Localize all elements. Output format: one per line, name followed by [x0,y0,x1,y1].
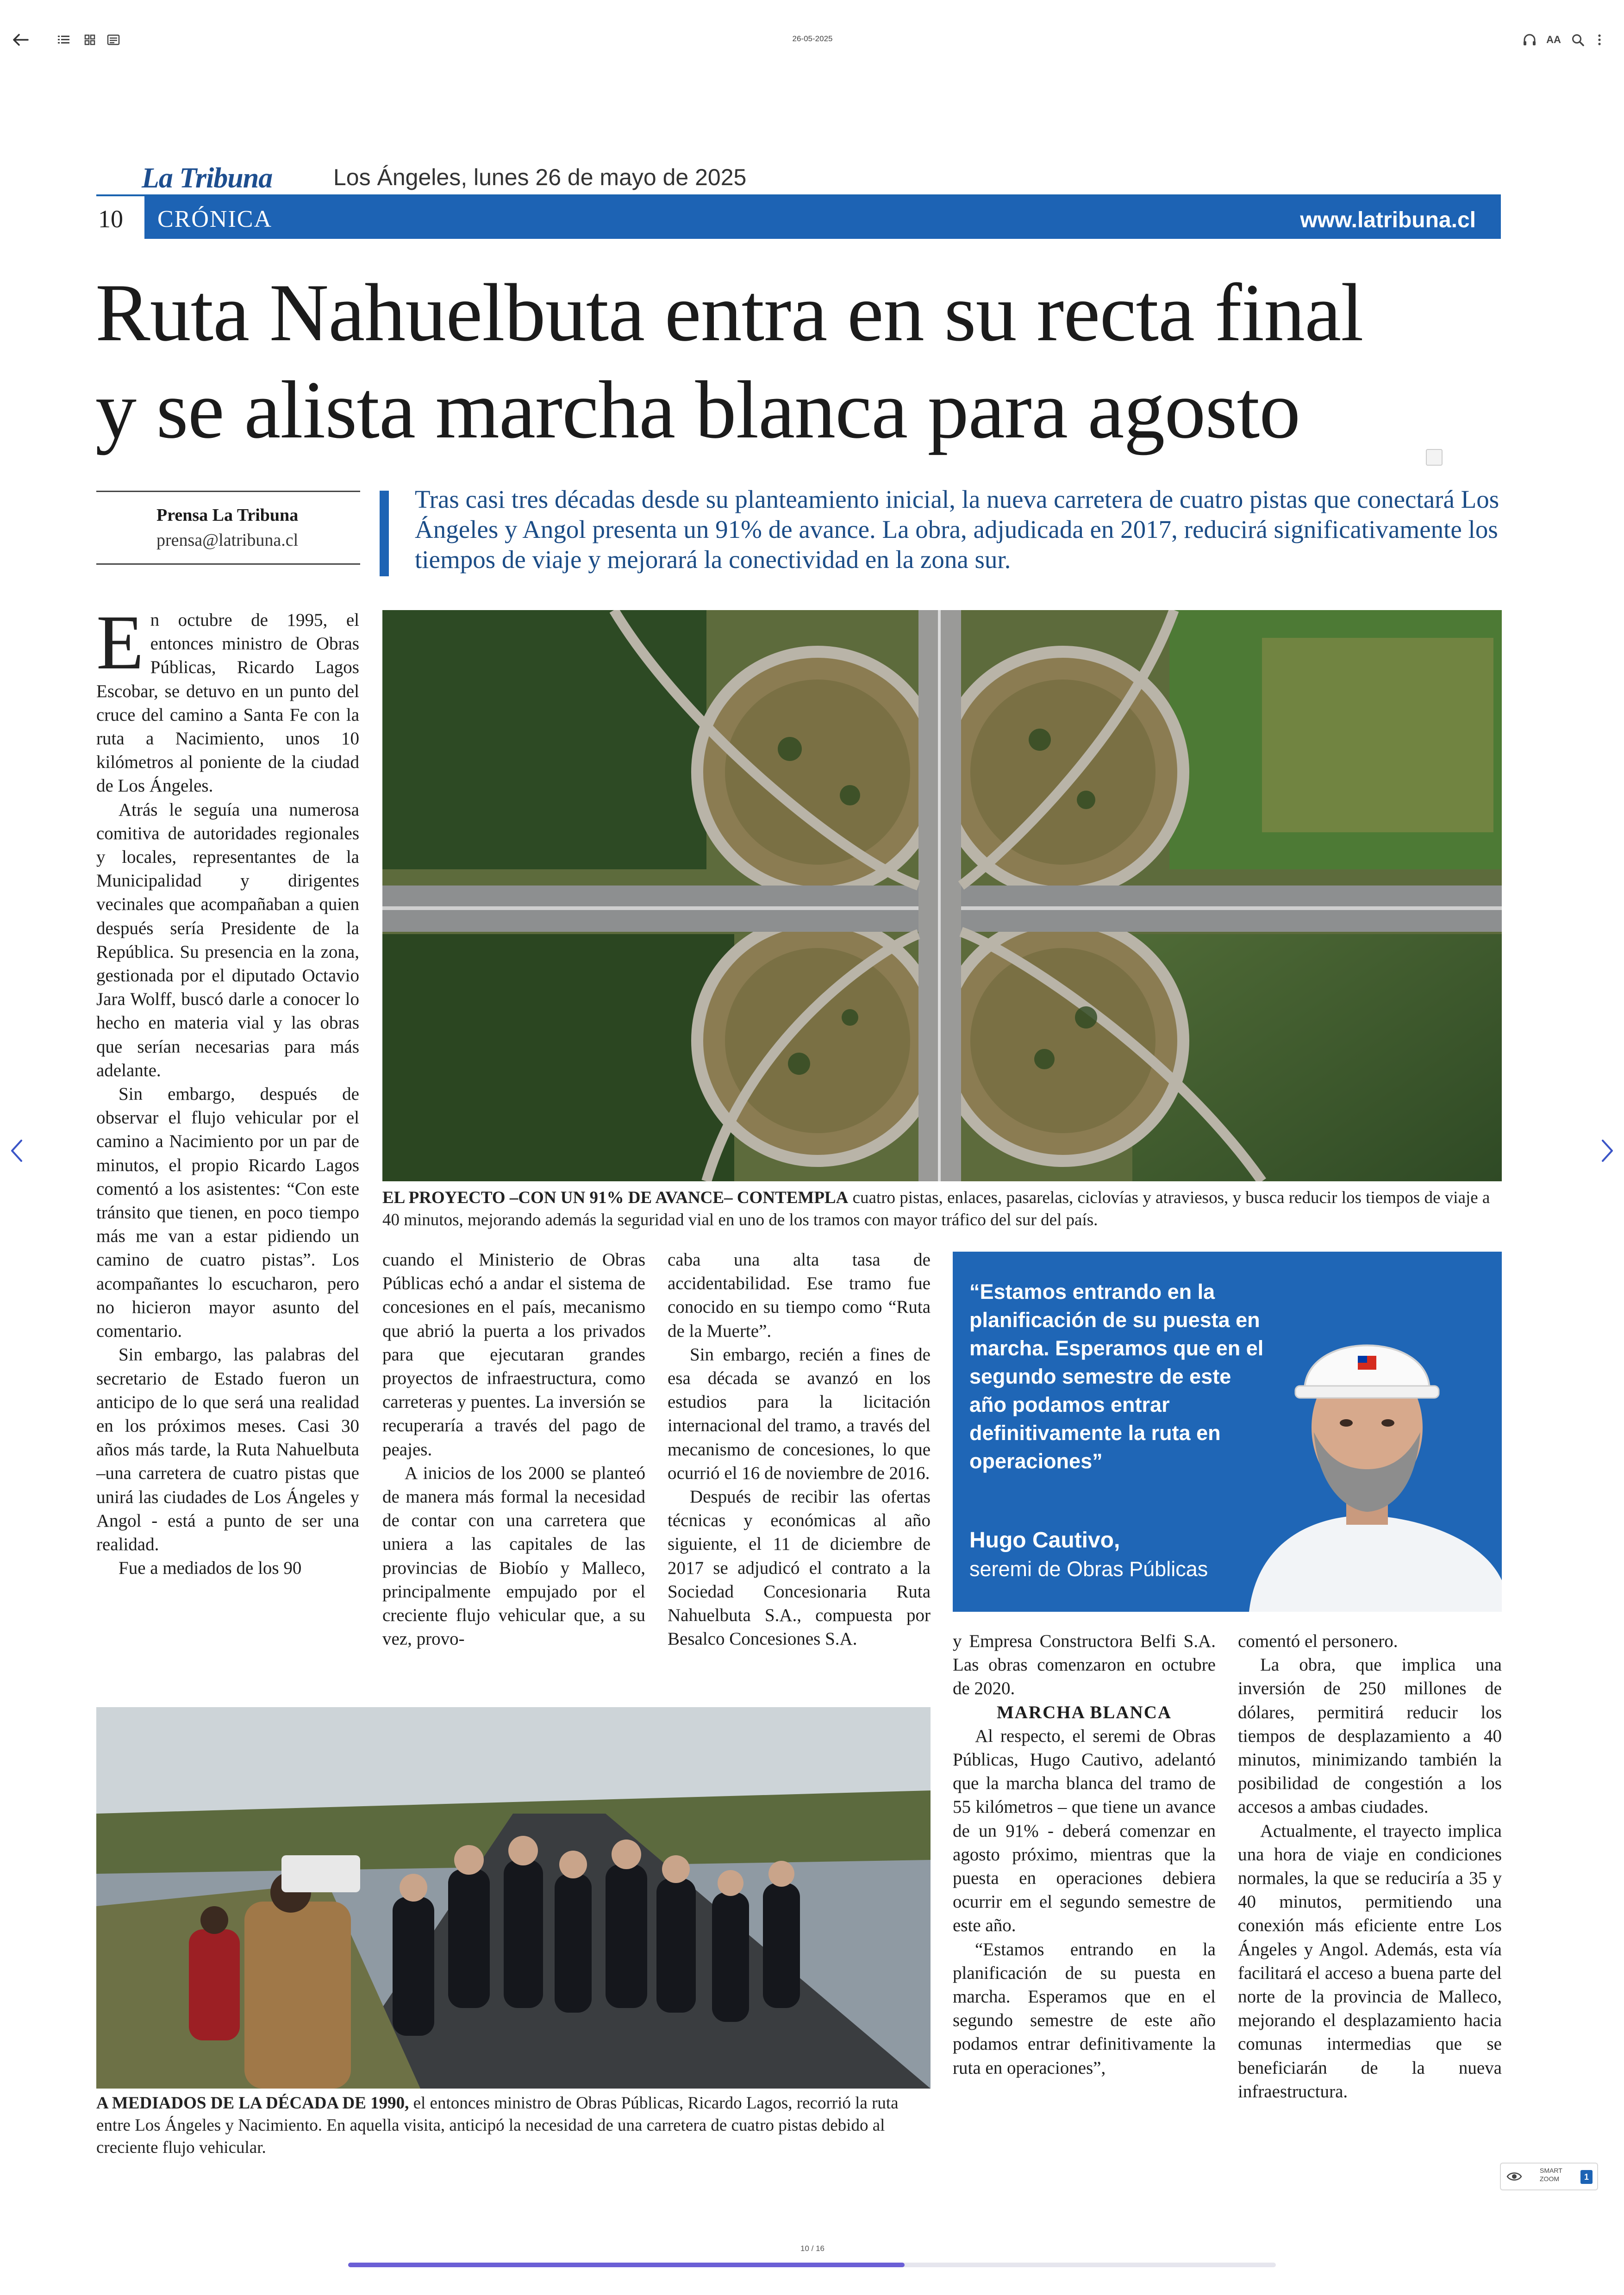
headline [95,264,1530,458]
lead-accent-bar [380,491,389,576]
col1-paragraph-4: Sin embargo, las palabras del secretario de Estado fueron un anticipo de lo que será una realidad en los próximos meses. Casi 30 años más tarde, la Ruta Nahuelbuta –una carretera de cuatro pistas que unirá las ciudades de Los Ángeles y Angol - está a punto de ser una realidad. [96,1345,359,1554]
byline-email: prensa@latribuna.cl [156,530,299,550]
article-column-1 [96,599,359,1580]
smart-zoom-badge: 1 [1580,2170,1593,2184]
article-column-3 [668,1248,931,1651]
byline [96,491,360,565]
byline-name: Prensa La Tribuna [156,505,299,525]
next-page-icon[interactable] [1598,1137,1617,1165]
article-lead: Tras casi tres décadas desde su planteamiento inicial, la nueva carretera de cuatro pistas que conectará Los Ángeles y Angol presenta un 91% de avance. La obra, adjudicada en 2017, reducirá significativamente los tiempos de viaje y mejorará la conectividad en la zona sur. [415,485,1499,574]
website-url: www.latribuna.cl [1300,208,1476,232]
col1-paragraph-5: Fue a mediados de los 90 [119,1558,302,1578]
text-size-icon[interactable]: AA [1546,34,1561,45]
section-name: CRÓNICA [157,206,273,232]
pull-quote-role: seremi de Obras Públicas [969,1557,1208,1581]
smart-zoom-label: SMART ZOOM [1540,2167,1562,2183]
subhead-marcha-blanca: MARCHA BLANCA [996,1702,1172,1722]
seremi-portrait [1230,1275,1502,1612]
col5-paragraph-1: comentó el personero. [1238,1631,1398,1651]
page-counter: 10 / 16 [800,2244,824,2253]
col1-paragraph-3: Sin embargo, después de observar el flujo vehicular por el camino a Nacimiento por un par de minutos, el propio Ricardo Lagos comentó a los asistentes: “Con este tránsito que tienen, en poco tiempo más me van a estar pidiendo un camino de cuatro pistas”. Los acompañantes lo escucharon, pero no hicieron mayor asunto del comentario. [96,1084,359,1341]
col3-paragraph-1: caba una alta tasa de accidentabilidad. Ese tramo fue conocido en su tiempo como “Ruta de la Muerte”. [668,1250,931,1341]
article-column-4 [953,1629,1216,2080]
interchange-aerial-photo [382,610,1502,1181]
photo1-caption-lead: EL PROYECTO –CON UN 91% DE AVANCE– CONTEMPLA [382,1188,849,1207]
col4-paragraph-2: Al respecto, el seremi de Obras Públicas, Hugo Cautivo, adelantó que la marcha blanca del tramo de 55 kilómetros – que tiene un avance de un 91% - deberá comenzar en agosto próximo, mientras que la puesta en operaciones debiera ocurrir em el segundo semestre de este año. [953,1726,1216,1936]
eye-icon [1506,2171,1522,2182]
headline-line-1: Ruta Nahuelbuta entra en su recta final [95,267,1363,358]
page-number: 10 [98,205,123,233]
reading-progress-fill [348,2263,905,2267]
article-column-2 [382,1248,645,1651]
col3-paragraph-3: Después de recibir las ofertas técnicas y económicas al año siguiente, el 11 de diciembre de 2017 se adjudicó el contrato a la Sociedad Concesionaria Ruta Nahuelbuta S.A., compuesta por Besalco Concesiones S.A. [668,1487,931,1649]
article-view-icon[interactable] [106,32,121,47]
col2-paragraph-1: cuando el Ministerio de Obras Públicas echó a andar el sistema de concesiones en el país, mecanismo que abrió la puerta a los privados para que ejecutaran grandes proyectos de infraestructura, como carreteras y puentes. La inversión se recuperaría a través del pago de peajes. [382,1250,645,1459]
drop-cap: E [96,599,144,686]
search-icon[interactable] [1569,31,1586,48]
article-column-5 [1238,1629,1502,2103]
pull-quote-box [953,1252,1502,1612]
edition-date: 26-05-2025 [792,34,833,43]
grid-view-icon[interactable] [82,32,97,47]
photo1-caption [382,1187,1502,1231]
previous-page-icon[interactable] [7,1137,26,1165]
list-view-icon[interactable] [56,32,71,47]
photo2-caption-text: el entonces ministro de Obras Públicas, Ricardo Lagos, recorrió la ruta entre Los Ángeles y Nacimiento. En aquella visita, anticipó la necesidad de una carretera de cuatro pistas debido al creciente flujo vehicular. [96,2094,899,2157]
col1-paragraph-2: Atrás le seguía una numerosa comitiva de autoridades regionales y locales, representantes de la Municipalidad y dirigentes vecinales que acompañaban a quien después sería Presidente de la República. Su presencia en la zona, gestionada por el diputado Octavio Jara Wolff, buscó darle a conocer lo hecho en materia vial y las obras que serían necesarias para más adelante. [96,799,359,1080]
article-marker-icon[interactable] [1426,449,1443,466]
photo1-caption-text: cuatro pistas, enlaces, pasarelas, ciclovías y atraviesos, y busca reducir los tiempos de viaje a 40 minutos, mejorando además la seguridad vial en uno de los tramos con mayor tráfico del sur del país. [382,1188,1490,1229]
more-vertical-icon[interactable] [1593,31,1606,48]
section-band [142,196,1501,239]
col4-paragraph-3: “Estamos entrando en la planificación de su puesta en marcha. Esperamos que en el segundo semestre de este año podamos entrar definitivamente la ruta en operaciones”, [953,1939,1216,2078]
headline-line-2: y se alista marcha blanca para agosto [95,364,1300,455]
col5-paragraph-3: Actualmente, el trayecto implica una hora de viaje en condiciones normales, la que se reduciría a 35 y 40 minutos, permitiendo una conexión más eficiente entre Los Ángeles y Angol. Además, esta vía facilitará el acceso a buena parte del norte de la provincia de Malleco, mejorando el desplazamiento hacia comunas intermedias que se beneficiarán de la nueva infraestructura. [1238,1821,1502,2102]
col4-paragraph-1: y Empresa Constructora Belfi S.A. Las obras comenzaron en octubre de 2020. [953,1631,1216,1699]
col1-paragraph-1: n octubre de 1995, el entonces ministro de Obras Públicas, Ricardo Lagos Escobar, se detuvo en un punto del cruce del camino a Santa Fe con la ruta a Nacimiento, unos 10 kilómetros al poniente de la ciudad de Los Ángeles. [96,610,359,796]
col3-paragraph-2: Sin embargo, recién a fines de esa década se avanzó en los estudios para la licitación internacional del tramo, a través del mecanismo de concesiones, lo que ocurrió el 16 de noviembre de 2016. [668,1344,931,1483]
edition-line: Los Ángeles, lunes 26 de mayo de 2025 [333,164,747,190]
col5-paragraph-2: La obra, que implica una inversión de 250 millones de dólares, permitirá reducir los tiempos de desplazamiento a 40 minutos, minimizando también la posibilidad de congestión a los accesos a ambas ciudades. [1238,1655,1502,1817]
newspaper-logo: La Tribuna [142,162,273,194]
pull-quote-text: “Estamos entrando en la planificación de su puesta en marcha. Esperamos que en el segundo semestre de este año podamos entrar definitivamente la ruta en operaciones” [969,1280,1264,1473]
col2-paragraph-2: A inicios de los 2000 se planteó de manera más formal la necesidad de contar con una carretera que uniera a las capitales de las provincias de Biobío y Malleco, principalmente empujado por el creciente flujo vehicular que, a su vez, provo- [382,1463,645,1649]
smart-zoom-toggle[interactable] [1500,2163,1598,2190]
pull-quote-name: Hugo Cautivo, [969,1528,1120,1553]
lagos-visit-photo [96,1707,931,2089]
photo2-caption-lead: A MEDIADOS DE LA DÉCADA DE 1990, [96,2094,409,2113]
headphones-icon[interactable] [1521,31,1538,48]
back-arrow-icon[interactable] [9,29,31,51]
photo2-caption [96,2092,931,2159]
